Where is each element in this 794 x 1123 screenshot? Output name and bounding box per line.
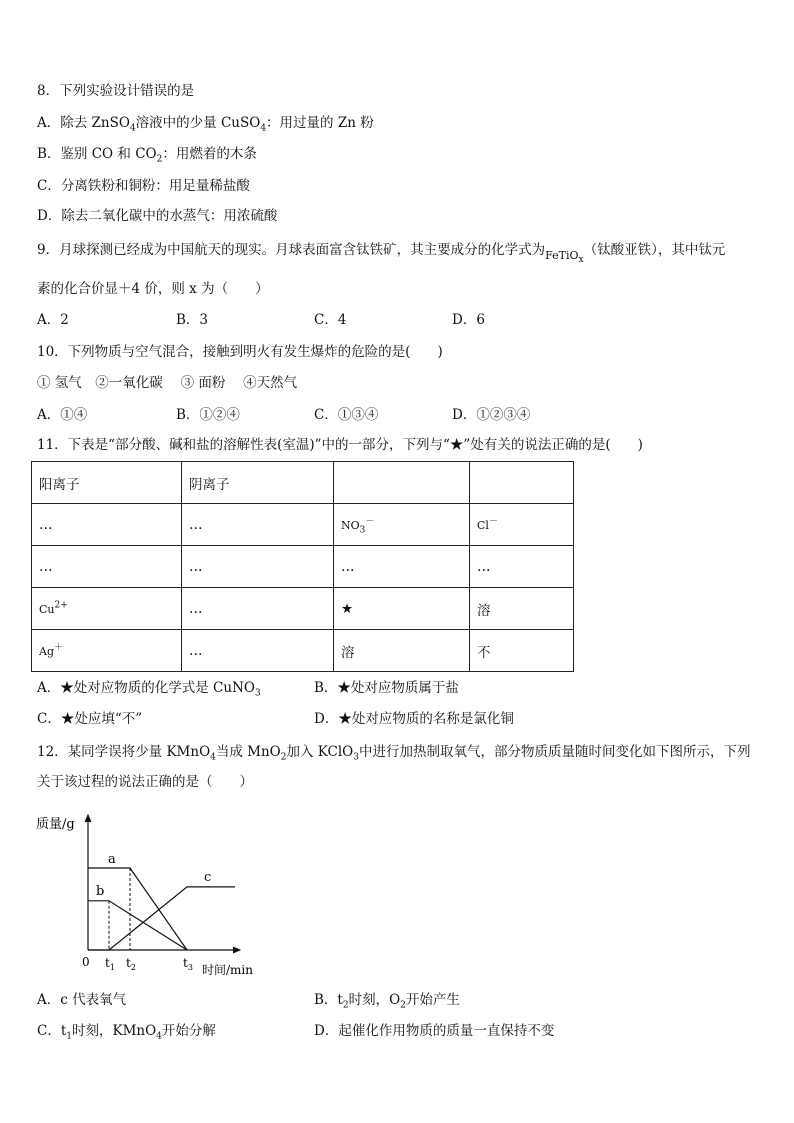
table-cell: $NO_3^-$: [334, 504, 470, 546]
table-cell: 阴离子: [182, 462, 334, 504]
table-cell: …: [182, 546, 334, 588]
table-cell: [470, 462, 574, 504]
series-label-c: c: [204, 869, 212, 885]
q12-option-a: A．c 代表氧气: [37, 992, 127, 1008]
series-label-a: a: [108, 852, 116, 867]
q9-stem-cont: 素的化合价显＋4 价，则 x 为（ ）: [37, 281, 269, 297]
table-cell: 溶: [470, 588, 574, 630]
table-cell: 不: [470, 630, 574, 672]
q12-option-c: C．$t_1$时刻，KMnO$_4$开始分解: [37, 1023, 216, 1042]
q10-stem: 10．下列物质与空气混合，接触到明火有发生爆炸的危险的是( ): [37, 344, 443, 360]
q10-option-d: D．①②③④: [452, 407, 531, 423]
q12-stem-cont: 关于该过程的说法正确的是（ ）: [37, 774, 253, 790]
q10-option-a: A．①④: [37, 407, 88, 423]
series-line-b: [88, 901, 187, 950]
y-axis-label: 质量/g: [36, 817, 75, 832]
x-tick-label-t1: $t_1$: [105, 956, 115, 972]
table-row: [32, 504, 574, 546]
q9-option-d: D．6: [452, 312, 485, 328]
origin-label: 0: [82, 955, 90, 969]
x-tick-label-t2: $t_2$: [126, 956, 136, 972]
table-cell: …: [32, 546, 182, 588]
q9-stem: 9．月球探测已经成为中国航天的现实。月球表面富含钛铁矿，其主要成分的化学式为$_{FeTiO_x}$（钛酸亚铁），其中钛元: [37, 242, 726, 266]
x-axis-label: 时间/min: [202, 963, 253, 977]
table-row: [32, 630, 574, 672]
q8-option-c: C．分离铁粉和铜粉：用足量稀盐酸: [37, 178, 250, 194]
table-cell: …: [182, 588, 334, 630]
q12-option-d: D．起催化作用物质的质量一直保持不变: [314, 1023, 555, 1039]
table-cell: ★: [334, 588, 470, 630]
q11-option-b: B．★处对应物质属于盐: [314, 680, 459, 696]
q8-stem: 8．下列实验设计错误的是: [37, 83, 195, 99]
table-cell: …: [470, 546, 574, 588]
q11-option-a: A．★处对应物质的化学式是 CuNO$_3$: [37, 680, 261, 699]
x-tick-label-t3: $t_3$: [183, 956, 193, 972]
table-cell: Ag＋: [32, 630, 182, 672]
table-cell: [334, 462, 470, 504]
q10-option-b: B．①②④: [176, 407, 240, 423]
table-cell: …: [32, 504, 182, 546]
q12-stem: 12．某同学误将少量 KMnO$_4$当成 MnO$_2$加入 KClO$_3$中进行加热制取氧气，部分物质质量随时间变化如下图所示，下列: [37, 744, 751, 763]
q9-formula: FeTiOx: [545, 249, 584, 266]
q11-option-c: C．★处应填“不”: [37, 711, 143, 727]
series-label-b: b: [96, 883, 105, 899]
mass-time-chart: [30, 810, 270, 980]
q8-option-d: D．除去二氧化碳中的水蒸气：用浓硫酸: [37, 208, 278, 224]
q9-option-a: A．2: [37, 312, 69, 328]
table-cell: $Cu^{2+}$: [32, 588, 182, 630]
table-cell: …: [334, 546, 470, 588]
series-line-c: [88, 887, 235, 950]
q12-option-b: B．$t_2$时刻，$O_2$开始产生: [314, 992, 460, 1011]
q9-option-b: B．3: [176, 312, 209, 328]
series-line-a: [88, 868, 187, 950]
q10-items: ① 氢气 ②一氧化碳 ③ 面粉 ④天然气: [37, 375, 298, 391]
q9-option-c: C．4: [314, 312, 347, 328]
table-cell: 阳离子: [32, 462, 182, 504]
q10-option-c: C．①③④: [314, 407, 379, 423]
table-cell: …: [182, 630, 334, 672]
table-row: [32, 546, 574, 588]
q8-option-a: A．除去 ZnSO$_4$溶液中的少量 CuSO$_4$：用过量的 Zn 粉: [37, 115, 374, 134]
solubility-table: [31, 461, 574, 672]
table-cell: Cl－: [470, 504, 574, 546]
table-row: [32, 462, 574, 504]
q11-stem: 11．下表是“部分酸、碱和盐的溶解性表(室温)”中的一部分，下列与“★”处有关的说法正确的是( ): [37, 437, 643, 453]
q11-option-d: D．★处对应物质的名称是氯化铜: [314, 711, 514, 727]
table-cell: 溶: [334, 630, 470, 672]
table-cell: …: [182, 504, 334, 546]
table-row: [32, 588, 574, 630]
q8-option-b: B．鉴别 CO 和 $CO_2$：用燃着的木条: [37, 146, 257, 165]
